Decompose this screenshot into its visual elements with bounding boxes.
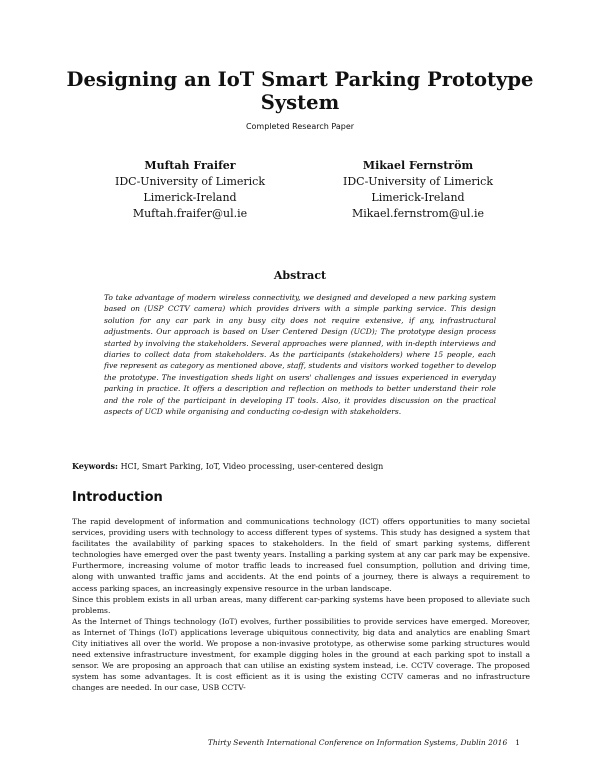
author-email[interactable]: Mikael.fernstrom@ul.ie — [352, 207, 484, 220]
introduction-heading: Introduction — [72, 490, 163, 505]
author-email[interactable]: Muftah.fraifer@ul.ie — [132, 207, 248, 220]
conference-name: Thirty Seventh International Conference on Information Systems, Dublin 2016 — [207, 738, 508, 747]
abstract-text: To take advantage of modern wireless connectivity, we designed and developed a new parking system based on (USP CCTV camera) which provides drivers with a simple parking service. This design solution for any car park in any busy city does not require extensive, if any, infrastructural adjustments. Our approach is based on User Centered Design (UCD); The prototype design process started by involving the stakeholders. Several approaches were planned, with in-depth interviews and diaries to collect data from stakeholders. As the participants (stakeholders) where 15 people, each five represent as category as mentioned above, staff, students and visitors worked together to develop the prototype. The investigation sheds light on users' challenges and issues experienced in everyday parking in practice. It offers a description and reflection on methods to better understand their role and the role of the participant in developing IT tools. Also, it provides discussion on the practical aspects of UCD while organising and conducting co-design with stakeholders. — [104, 293, 496, 417]
abstract-heading: Abstract — [273, 269, 327, 282]
keywords-text: HCI, Smart Parking, IoT, Video processing, user-centered design — [120, 462, 384, 471]
author-block-1 — [80, 158, 300, 222]
introduction-paragraph: Since this problem exists in all urban areas, many different car-parking systems have been proposed to alleviate such problems. — [72, 594, 530, 615]
keywords-line — [72, 461, 532, 471]
author-affiliation: IDC-University of Limerick — [342, 175, 493, 188]
author-location: Limerick-Ireland — [371, 191, 465, 204]
author-affiliation: IDC-University of Limerick — [114, 175, 265, 188]
paper-title: Designing an IoT Smart Parking Prototype System — [66, 68, 534, 114]
introduction-paragraph: The rapid development of information and communications technology (ICT) offers opportunities to many societal services, providing users with technology to access different types of systems. This study has designed a system that facilitates the availability of parking spaces to stakeholders. In the field of smart parking systems, different technologies have emerged over the past twenty years. Installing a parking system at any car park may be expensive. Furthermore, increasing volume of motor traffic leads to increased fuel consumption, pollution and driving time, along with unwanted traffic jams and accidents. At the end points of a journey, there is always a requirement to access parking spaces, an increasingly expensive resource in the urban landscape. — [72, 517, 530, 593]
page-number: 1 — [515, 738, 520, 747]
page-footer — [208, 738, 520, 747]
keywords-label: Keywords: — [72, 461, 119, 471]
author-location: Limerick-Ireland — [143, 191, 237, 204]
author-name: Mikael Fernström — [362, 159, 474, 172]
author-block-2 — [308, 158, 528, 222]
author-name: Muftah Fraifer — [144, 159, 236, 172]
introduction-body — [72, 516, 530, 694]
paper-type-label: Completed Research Paper — [245, 122, 355, 131]
introduction-paragraph: As the Internet of Things technology (IoT) evolves, further possibilities to provide services have emerged. Moreover, as Internet of Things (IoT) applications leverage ubiquitous connectivity, big data and analytics are enabling Smart City initiatives all over the world. We propose a non-invasive prototype, as otherwise some parking structures would need extensive infrastructure investment, for example digging holes in the ground at each parking spot to install a sensor. We are proposing an approach that can utilise an existing system instead, i.e. CCTV coverage. The proposed system has some advantages. It is cost efficient as it is using the existing CCTV cameras and no infrastructure changes are needed. In our case, USB CCTV- — [72, 616, 530, 693]
